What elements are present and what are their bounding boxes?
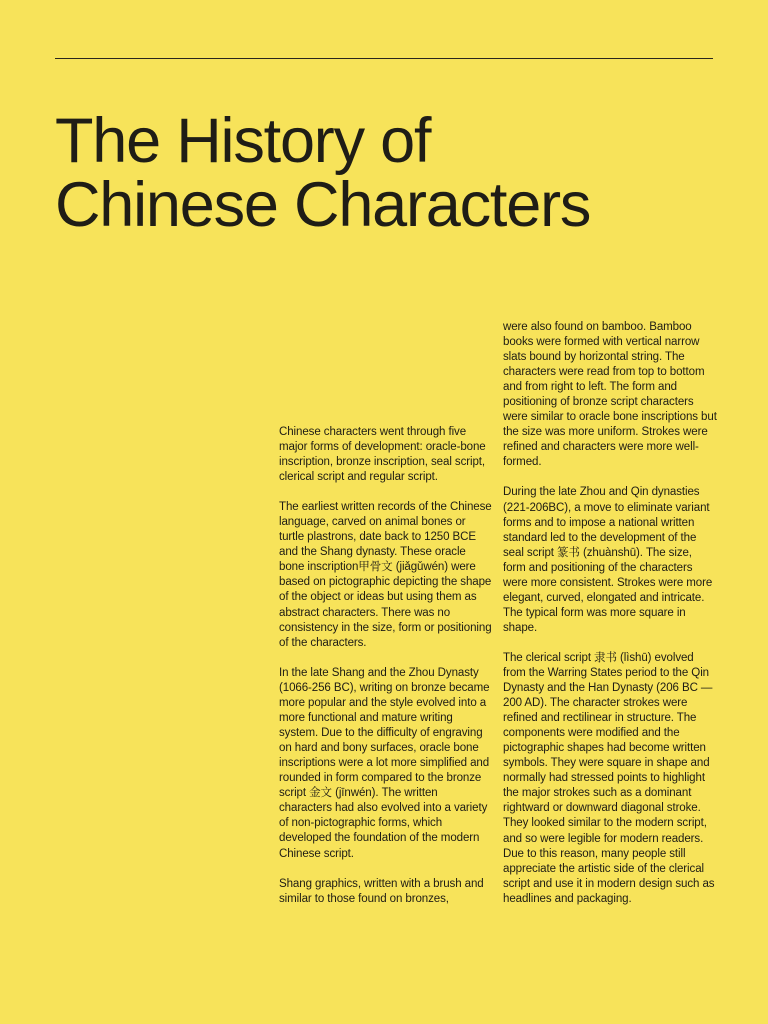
paragraph-clerical-script: The clerical script 隶书 (lìshū) evolved from the Warring States period to the Qin Dynasty and the Han Dynasty (206 BC — 200 AD). The character strokes were refined and rectilinear in structure. The components were modified and the pictographic shapes had become written symbols. They were square in shape and normally had stressed points to highlight the major strokes such as a dominant rightward or downward diagonal stroke. They looked similar to the modern script, and so were legible for modern readers. Due to this reason, many people still appreciate the artistic side of the clerical script and use it in modern design such as headlines and packaging. <box>503 651 715 905</box>
top-divider-rule <box>55 58 713 59</box>
paragraph-bamboo-books: were also found on bamboo. Bamboo books were formed with vertical narrow slats bound by horizontal string. The characters were read from top to bottom and from right to left. The form and positioning of bronze script characters were similar to oracle bone inscriptions but the size was more uniform. Strokes were refined and characters were more well-formed. <box>503 321 717 469</box>
paragraph-seal-script: During the late Zhou and Qin dynasties (221-206BC), a move to eliminate variant forms and to impose a national written standard led to the development of the seal script 篆书 (zhuànshū). The size, form and positioning of the characters were more consistent. Strokes were more elegant, curved, elongated and intricate. The typical form was more square in shape. <box>503 486 713 634</box>
page-title-line-1: The History of <box>55 106 431 176</box>
paragraph-oracle-bone: The earliest written records of the Chinese language, carved on animal bones or turtle plastrons, date back to 1250 BCE and the Shang dynasty. These oracle bone inscription甲骨文 (jiǎgǔwén) were based on pictographic depicting the shape of the object or ideas but using them as abstract characters. There was no consistency in the size, form or positioning of the characters. <box>279 501 492 649</box>
paragraph-intro: Chinese characters went through five major forms of development: oracle-bone inscription, bronze inscription, seal script, clerical script and regular script. <box>279 426 486 484</box>
page-title <box>55 106 735 240</box>
paragraph-shang-graphics: Shang graphics, written with a brush and similar to those found on bronzes, <box>279 877 484 905</box>
article-column-1 <box>279 425 493 922</box>
page-title-line-2: Chinese Characters <box>55 170 591 240</box>
article-column-2 <box>503 320 717 922</box>
paragraph-bronze-script: In the late Shang and the Zhou Dynasty (1066-256 BC), writing on bronze became more popular and the style evolved into a more functional and mature writing system. Due to the difficulty of engraving on hard and bony surfaces, oracle bone inscriptions were a lot more simplified and rounded in form compared to the bronze script 金文 (jīnwén). The written characters had also evolved into a variety of non-pictographic forms, which developed the foundation of the modern Chinese script. <box>279 666 490 860</box>
